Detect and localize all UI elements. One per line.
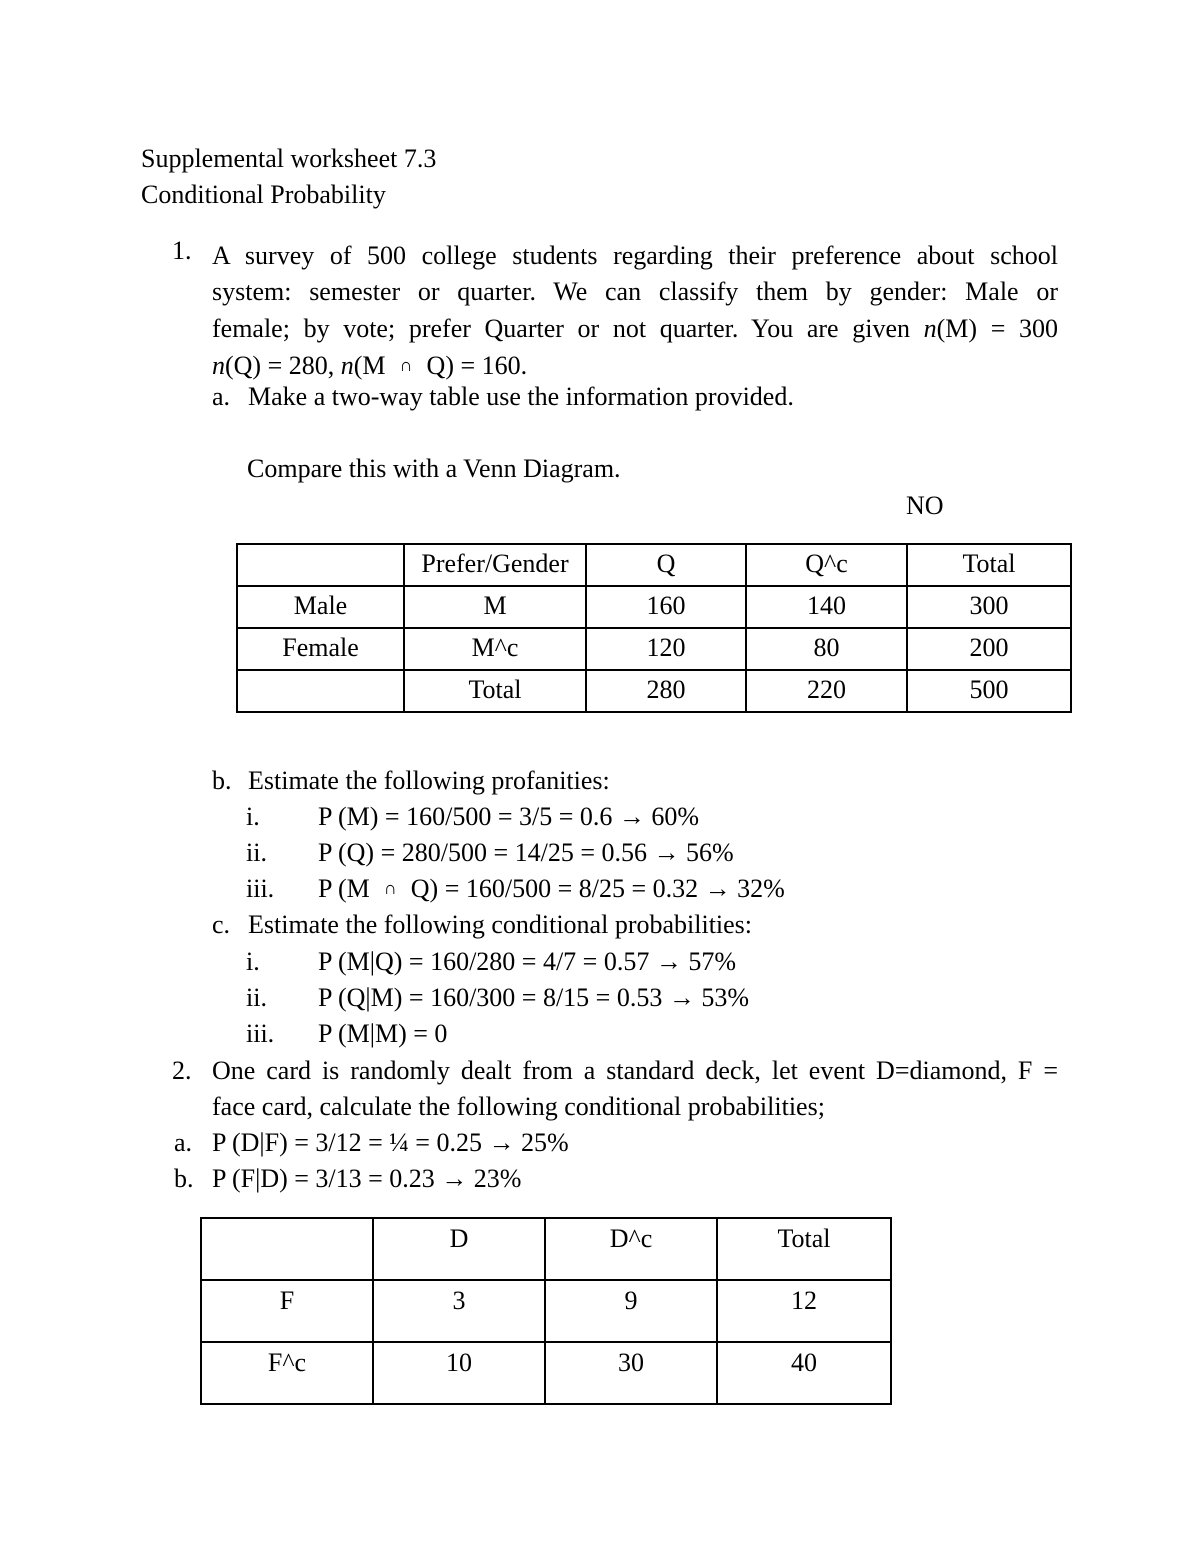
worksheet-title: Supplemental worksheet 7.3 bbox=[141, 144, 437, 173]
table-cell: 120 bbox=[586, 628, 746, 670]
intersection-icon: ∩ bbox=[383, 878, 397, 898]
table-cell: Female bbox=[237, 628, 404, 670]
table-header-cell: D^c bbox=[545, 1218, 717, 1280]
table-cell: M^c bbox=[404, 628, 586, 670]
part-b-text: Estimate the following profanities: bbox=[248, 766, 610, 795]
table-cell bbox=[237, 670, 404, 712]
intersection-icon: ∩ bbox=[399, 354, 413, 375]
table-header-cell: Q bbox=[586, 544, 746, 586]
table-cell: Total bbox=[404, 670, 586, 712]
table-cell: 9 bbox=[545, 1280, 717, 1342]
table-cell: 140 bbox=[746, 586, 907, 628]
given-nMQ-post: Q) = 160. bbox=[426, 350, 528, 380]
probability-expression: P (M) = 160/500 = 3/5 = 0.6 → 60% bbox=[318, 802, 700, 831]
table-header-cell: Total bbox=[717, 1218, 891, 1280]
table-row bbox=[237, 628, 1071, 670]
roman-numeral: i. bbox=[246, 947, 260, 976]
question-1-line bbox=[212, 311, 1058, 347]
two-way-table-cards bbox=[200, 1217, 892, 1405]
table-row bbox=[237, 586, 1071, 628]
table-header-row bbox=[201, 1218, 891, 1280]
given-nMQ-pre: (M bbox=[353, 350, 386, 380]
n-variable: n bbox=[340, 350, 354, 380]
question-1-line: A survey of 500 college students regarding their preference about school bbox=[212, 241, 1058, 270]
n-variable: n bbox=[212, 350, 225, 380]
table-row bbox=[237, 670, 1071, 712]
table-header-cell: Total bbox=[907, 544, 1071, 586]
expression-pre: P (M bbox=[318, 874, 370, 903]
table-cell: F^c bbox=[201, 1342, 373, 1404]
table-cell: F bbox=[201, 1280, 373, 1342]
part-a-label: a. bbox=[212, 382, 231, 411]
probability-expression: P (D|F) = 3/12 = ¼ = 0.25 → 25% bbox=[212, 1128, 569, 1157]
roman-numeral: ii. bbox=[246, 983, 267, 1012]
roman-numeral: ii. bbox=[246, 838, 267, 867]
roman-numeral: iii. bbox=[246, 874, 275, 903]
part-c-text: Estimate the following conditional probabilities: bbox=[248, 910, 753, 939]
probability-expression bbox=[318, 876, 785, 902]
roman-numeral: i. bbox=[246, 802, 260, 831]
table-cell: 3 bbox=[373, 1280, 545, 1342]
question-1-line: system: semester or quarter. We can classify them by gender: Male or bbox=[212, 277, 1058, 307]
part-a-text: Make a two-way table use the information provided. bbox=[248, 382, 794, 411]
question-1-text bbox=[212, 238, 1058, 383]
table-cell: 12 bbox=[717, 1280, 891, 1342]
probability-expression: P (Q|M) = 160/300 = 8/15 = 0.53 → 53% bbox=[318, 983, 750, 1012]
table-header-cell: D bbox=[373, 1218, 545, 1280]
table-row bbox=[201, 1342, 891, 1404]
table-cell: 300 bbox=[907, 586, 1071, 628]
table-cell: 80 bbox=[746, 628, 907, 670]
part-b-label: b. bbox=[212, 766, 232, 795]
probability-expression: P (M|M) = 0 bbox=[318, 1019, 448, 1048]
part-c-label: c. bbox=[212, 910, 231, 939]
table-header-cell bbox=[237, 544, 404, 586]
given-nQ: (Q) = 280, bbox=[225, 350, 341, 380]
roman-numeral: iii. bbox=[246, 1019, 275, 1048]
two-way-table-gender bbox=[236, 543, 1072, 713]
table-cell: 280 bbox=[586, 670, 746, 712]
q2-part-a-label: a. bbox=[174, 1128, 193, 1157]
table-cell: M bbox=[404, 586, 586, 628]
n-variable: n bbox=[923, 313, 937, 343]
expression-post: Q) = 160/500 = 8/25 = 0.32 → 32% bbox=[410, 874, 785, 903]
table-cell: 200 bbox=[907, 628, 1071, 670]
question-1-line-text: female; by vote; prefer Quarter or not quarter. You are given bbox=[212, 313, 910, 343]
q2-part-b-label: b. bbox=[174, 1164, 194, 1193]
table-header-row bbox=[237, 544, 1071, 586]
compare-venn-text: Compare this with a Venn Diagram. bbox=[247, 454, 621, 483]
table-cell: 30 bbox=[545, 1342, 717, 1404]
probability-expression: P (M|Q) = 160/280 = 4/7 = 0.57 → 57% bbox=[318, 947, 737, 976]
given-nM: (M) = 300 bbox=[936, 313, 1059, 343]
table-cell: Male bbox=[237, 586, 404, 628]
table-cell: 500 bbox=[907, 670, 1071, 712]
question-2-line: face card, calculate the following conditional probabilities; bbox=[212, 1092, 825, 1121]
table-header-cell: Prefer/Gender bbox=[404, 544, 586, 586]
probability-expression: P (F|D) = 3/13 = 0.23 → 23% bbox=[212, 1164, 522, 1193]
table-cell: 220 bbox=[746, 670, 907, 712]
probability-expression: P (Q) = 280/500 = 14/25 = 0.56 → 56% bbox=[318, 838, 734, 867]
table-row bbox=[201, 1280, 891, 1342]
question-1-line bbox=[212, 347, 1058, 383]
table-cell: 10 bbox=[373, 1342, 545, 1404]
question-1-number: 1. bbox=[172, 236, 192, 265]
worksheet-subtitle: Conditional Probability bbox=[141, 180, 386, 209]
table-cell: 40 bbox=[717, 1342, 891, 1404]
table-header-cell: Q^c bbox=[746, 544, 907, 586]
table-cell: 160 bbox=[586, 586, 746, 628]
handwritten-note: NO bbox=[906, 491, 944, 520]
question-2-number: 2. bbox=[172, 1056, 192, 1085]
table-header-cell bbox=[201, 1218, 373, 1280]
question-2-line: One card is randomly dealt from a standard deck, let event D=diamond, F = bbox=[212, 1056, 1058, 1085]
